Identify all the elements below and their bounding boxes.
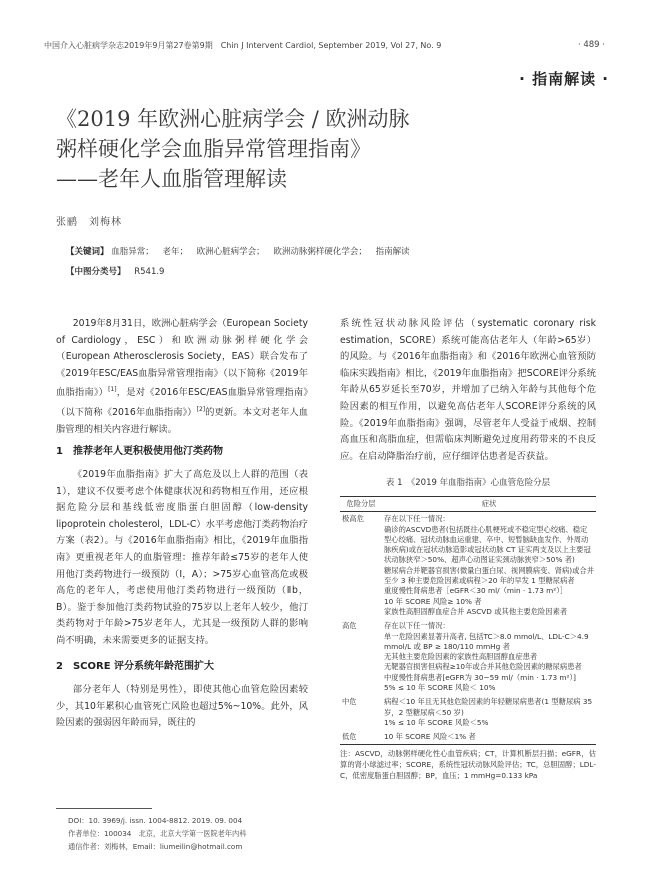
criteria-item: 重度慢性肾病患者［eGFR＜30 ml/（min · 1.73 m²）］ [384,586,568,596]
section-2-body: 部分老年人（特别是男性），即使其他心血管危险因素较少，其10年累积心血管死亡风险也超过5%~10%。此外，风险因素的强弱因年龄而异，既往的 [56,684,308,729]
table-caption: 表 1 《2019 年血脂指南》心血管危险分层 [385,478,551,489]
criteria-item: 存在以下任一情况： [384,514,450,524]
page-number: · 489 · [577,40,605,50]
corresponding-author: 通信作者：刘梅林，Email：liumeilin@hotmail.com [68,842,243,851]
criteria-item: 1% ≤ 10 年 SCORE 风险＜5% [384,717,489,727]
section-2-heading [56,659,308,676]
criteria-item: 家族性高胆固醇血症合并 ASCVD 或其他主要危险因素者 [384,606,568,616]
table-row [340,619,596,695]
keyword: 血脂异常； [111,247,154,257]
title-line: 粥样硬化学会血脂异常管理指南》 [56,137,371,161]
keyword: 欧洲心脏病学会； [196,247,265,257]
criteria-item: 5% ≤ 10 年 SCORE 风险＜ 10% [384,682,496,692]
intro-text: 的更新。本文对老年人血脂管理的相关内容进行解读。 [56,407,308,435]
title-line: ——老年人血脂管理解读 [56,167,287,191]
risk-level: 高危 [342,621,357,631]
criteria-item: 无其他主要危险因素的家族性高胆固醇血症患者 [384,652,538,662]
table-header: 症状 [382,496,596,511]
intro-paragraph [56,316,308,438]
criteria-item: 确诊的ASCVD患者(包括既往心肌梗死或不稳定型心绞痛、稳定型心绞痛、冠状动脉血运重建、卒中、短暂脑缺血发作、外周动脉疾病)或在冠状动脉造影或冠状动脉 CT 证实两支及以上主要冠状动脉狭窄＞50%、超声心动图证实颈动脉狭窄＞50% 者) [384,524,591,565]
risk-table [340,496,596,746]
article-title [56,104,526,194]
criteria-item: 单一危险因素显著升高者, 包括TC＞8.0 mmol/L、LDL-C＞4.9 mmol/L 或 BP ≥ 180/110 mmHg 者 [384,631,589,651]
keyword: 指南解读 [375,247,410,257]
keyword: 欧洲动脉粥样硬化学会； [273,247,367,257]
risk-criteria [382,695,596,730]
title-line: 《2019 年欧洲心脏病学会 / 欧洲动脉 [56,107,410,131]
right-column [340,316,596,781]
criteria-item: 糖尿病合并靶器官损害(微量白蛋白尿、视网膜病变、肾病)或合并至少 3 种主要危险因素或病程＞20 年的早发 1 型糖尿病者 [384,565,595,586]
left-column [56,316,308,732]
section-number: 1 [56,446,63,458]
intro-text: ，是对《2016年ESC/EAS血脂异常管理指南》（以下简称《2016年血脂指南》） [56,387,309,419]
right-body: 系统性冠状动脉风险评估（systematic coronary risk estimation，SCORE）系统可能高估老年人（年龄>65岁）的风险。与《2016年血脂指南》和《2016年欧洲心血管预防临床实践指南》相比，《2019年血脂指南》把SCORE评分系统年龄从65岁延长至70岁，并增加了已纳入年龄与其他每个危险因素的相互作用，以避免高估老年人SCORE评分系统的风险。《2019年血脂指南》强调，尽管老年人受益于戒烟、控制高血压和高脂血症，但需临床判断避免过度用药带来的不良反应。在启动降脂治疗前，应仔细评估患者是否获益。 [340,318,596,462]
risk-criteria [382,730,596,745]
reference-1: [1] [108,386,117,394]
keyword: 老年； [162,247,188,257]
keywords [66,245,416,257]
risk-level: 极高危 [342,514,364,524]
section-title: 推荐老年人更积极使用他汀类药物 [72,446,223,458]
intro-text: 2019年8月31日，欧洲心脏病学会（European Society of Cardiology，ESC）和欧洲动脉粥样硬化学会（European Atherosclerosis Society，EAS）联合发布了《2019年ESC/EAS血脂异常管理指南》（以下简称《2019年血脂指南》） [56,318,308,399]
criteria-item: 中度慢性肾病患者[eGFR为 30~59 ml/（min · 1.73 m²）] [384,672,576,682]
criteria-item: 病程＜10 年且无其他危险因素的年轻糖尿病患者(1 型糖尿病 35 岁，2 型糖尿病＜50 岁) [384,697,593,717]
criteria-item: 10 年 SCORE 风险≥ 10% 者 [384,596,482,606]
section-number: 2 [56,661,63,673]
doi: DOI：10. 3969/j. issn. 1004-8812. 2019. 09. 004 [68,816,243,825]
footnote [68,814,246,853]
reference-2: [2] [196,406,206,414]
risk-criteria [382,512,596,619]
classification [66,265,164,277]
section-1-body: 《2019年血脂指南》扩大了高危及以上人群的范围（表1），建议不仅要考虑个体健康状况和药物相互作用，还应根据危险分层和基线低密度脂蛋白胆固醇（low-density lipoprotein cholesterol，LDL-C）水平考虑他汀类药物治疗方案（表2）。与《2016年血脂指南》相比，《2019年血脂指南》更重视老年人的血脂管理：推荐年龄≤75岁的老年人使用他汀类药物进行一级预防（Ⅰ，A）；>75岁心血管高危或极高危的老年人，考虑使用他汀类药物进行一级预防（Ⅱb，B）。鉴于参加他汀类药物试验的75岁以上老年人较少，他汀类药物对于年龄>75岁老年人，尤其是一级预防人群的影响尚不明确，未来需要更多的证据支持。 [56,468,308,646]
risk-level: 中危 [342,697,357,707]
table-note: 注：ASCVD，动脉粥样硬化性心血管疾病；CT，计算机断层扫描；eGFR，估算的肾小球滤过率；SCORE，系统性冠状动脉风险评估；TC，总胆固醇；LDL-C，低密度脂蛋白胆固醇；BP，血压；1 mmHg=0.133 kPa [340,749,596,781]
running-header: 中国介入心脏病学杂志2019年9月第27卷第9期 Chin J Intervent Cardiol, September 2019, Vol 27, No. 9 [44,41,442,50]
section-title: SCORE 评分系统年龄范围扩大 [72,661,215,673]
criteria-item: 10 年 SCORE 风险＜1% 者 [384,732,476,742]
criteria-item: 无靶器官损害但病程≥10年或合并其他危险因素的糖尿病患者 [384,662,582,672]
authors: 张鹂 刘梅林 [56,217,122,228]
section-1-heading [56,444,308,461]
affiliation: 作者单位：100034 北京，北京大学第一医院老年内科 [68,829,247,838]
classification-value: R541.9 [134,267,165,277]
classification-label: 【中图分类号】 [66,267,126,277]
risk-criteria [382,619,596,695]
table-header: 危险分层 [340,496,382,511]
footnote-divider [56,808,152,809]
criteria-item: 存在以下任一情况： [384,621,450,631]
table-row [340,730,596,745]
keywords-label: 【关键词】 [66,247,109,257]
risk-level: 低危 [340,730,382,745]
table-row [340,695,596,730]
column-tag: · 指南解读 · [519,70,609,88]
table-row [340,512,596,619]
